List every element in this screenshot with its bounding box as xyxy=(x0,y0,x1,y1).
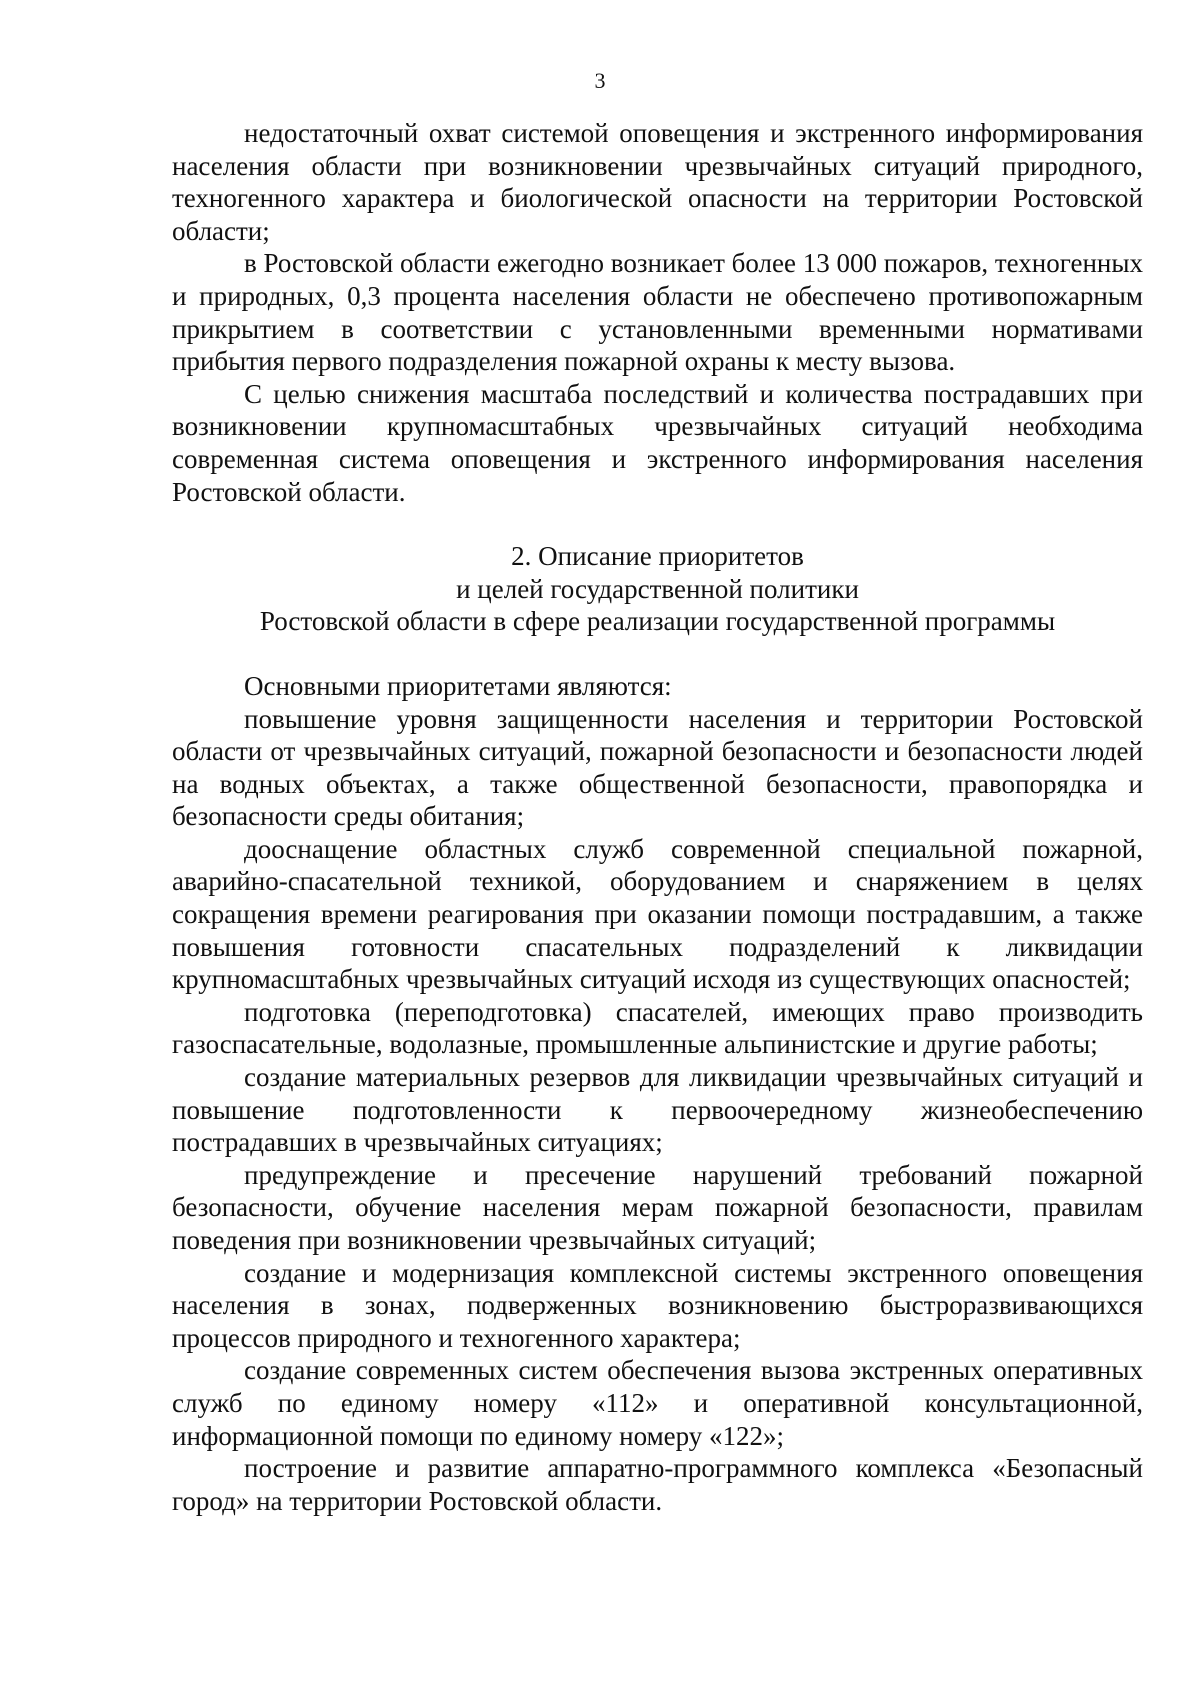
intro-paragraph: С целью снижения масштаба последствий и количества пострадавших при возникновении крупномасштабных чрезвычайных ситуаций необходима современная система оповещения и экстренного информирования населения Ростовской области. xyxy=(172,378,1143,507)
section-heading xyxy=(172,540,1143,638)
section-heading-line: Ростовской области в сфере реализации государственной программы xyxy=(259,606,1056,637)
section-heading-line: и целей государственной политики xyxy=(456,573,859,604)
priority-item: создание и модернизация комплексной системы экстренного оповещения населения в зонах, подверженных возникновению быстроразвивающихся процессов природного и техногенного характера; xyxy=(172,1257,1143,1353)
priorities-lead: Основными приоритетами являются: xyxy=(244,670,672,701)
priority-item: построение и развитие аппаратно-программного комплекса «Безопасный город» на территории Ростовской области. xyxy=(172,1453,1143,1516)
intro-paragraph: в Ростовской области ежегодно возникает более 13 000 пожаров, техногенных и природных, 0,3 процента населения области не обеспечено противопожарным прикрытием в соответствии с установленными временными нормативами прибытия первого подразделения пожарной охраны к месту вызова. xyxy=(172,248,1144,377)
priority-item: повышение уровня защищенности населения и территории Ростовской области от чрезвычайных ситуаций, пожарной безопасности и безопасности людей на водных объектах, а также общественной безопасности, правопорядка и безопасности среды обитания; xyxy=(172,703,1143,832)
intro-paragraph: недостаточный охват системой оповещения и экстренного информирования населения области при возникновении чрезвычайных ситуаций природного, техногенного характера и биологической опасности на территории Ростовской области; xyxy=(172,118,1143,246)
priority-item: создание современных систем обеспечения вызова экстренных оперативных служб по единому номеру «112» и оперативной консультационной, информационной помощи по единому номеру «122»; xyxy=(172,1355,1143,1451)
priority-item: подготовка (переподготовка) спасателей, имеющих право производить газоспасательные, водолазные, промышленные альпинистские и другие работы; xyxy=(172,996,1143,1060)
document-body xyxy=(172,117,1143,1517)
page-number: 3 xyxy=(594,68,606,93)
priority-item: предупреждение и пресечение нарушений требований пожарной безопасности, обучение населения мерам пожарной безопасности, правилам поведения при возникновении чрезвычайных ситуаций; xyxy=(172,1159,1143,1255)
priority-item: дооснащение областных служб современной специальной пожарной, аварийно-спасательной техникой, оборудованием и снаряжением в целях сокращения времени реагирования при оказании помощи пострадавшим, а также повышения готовности спасательных подразделений к ликвидации крупномасштабных чрезвычайных ситуаций исходя из существующих опасностей; xyxy=(172,833,1143,995)
section-heading-line: 2. Описание приоритетов xyxy=(511,541,804,572)
priority-item: создание материальных резервов для ликвидации чрезвычайных ситуаций и повышение подготовленности к первоочередному жизнеобеспечению пострадавших в чрезвычайных ситуациях; xyxy=(172,1062,1143,1158)
